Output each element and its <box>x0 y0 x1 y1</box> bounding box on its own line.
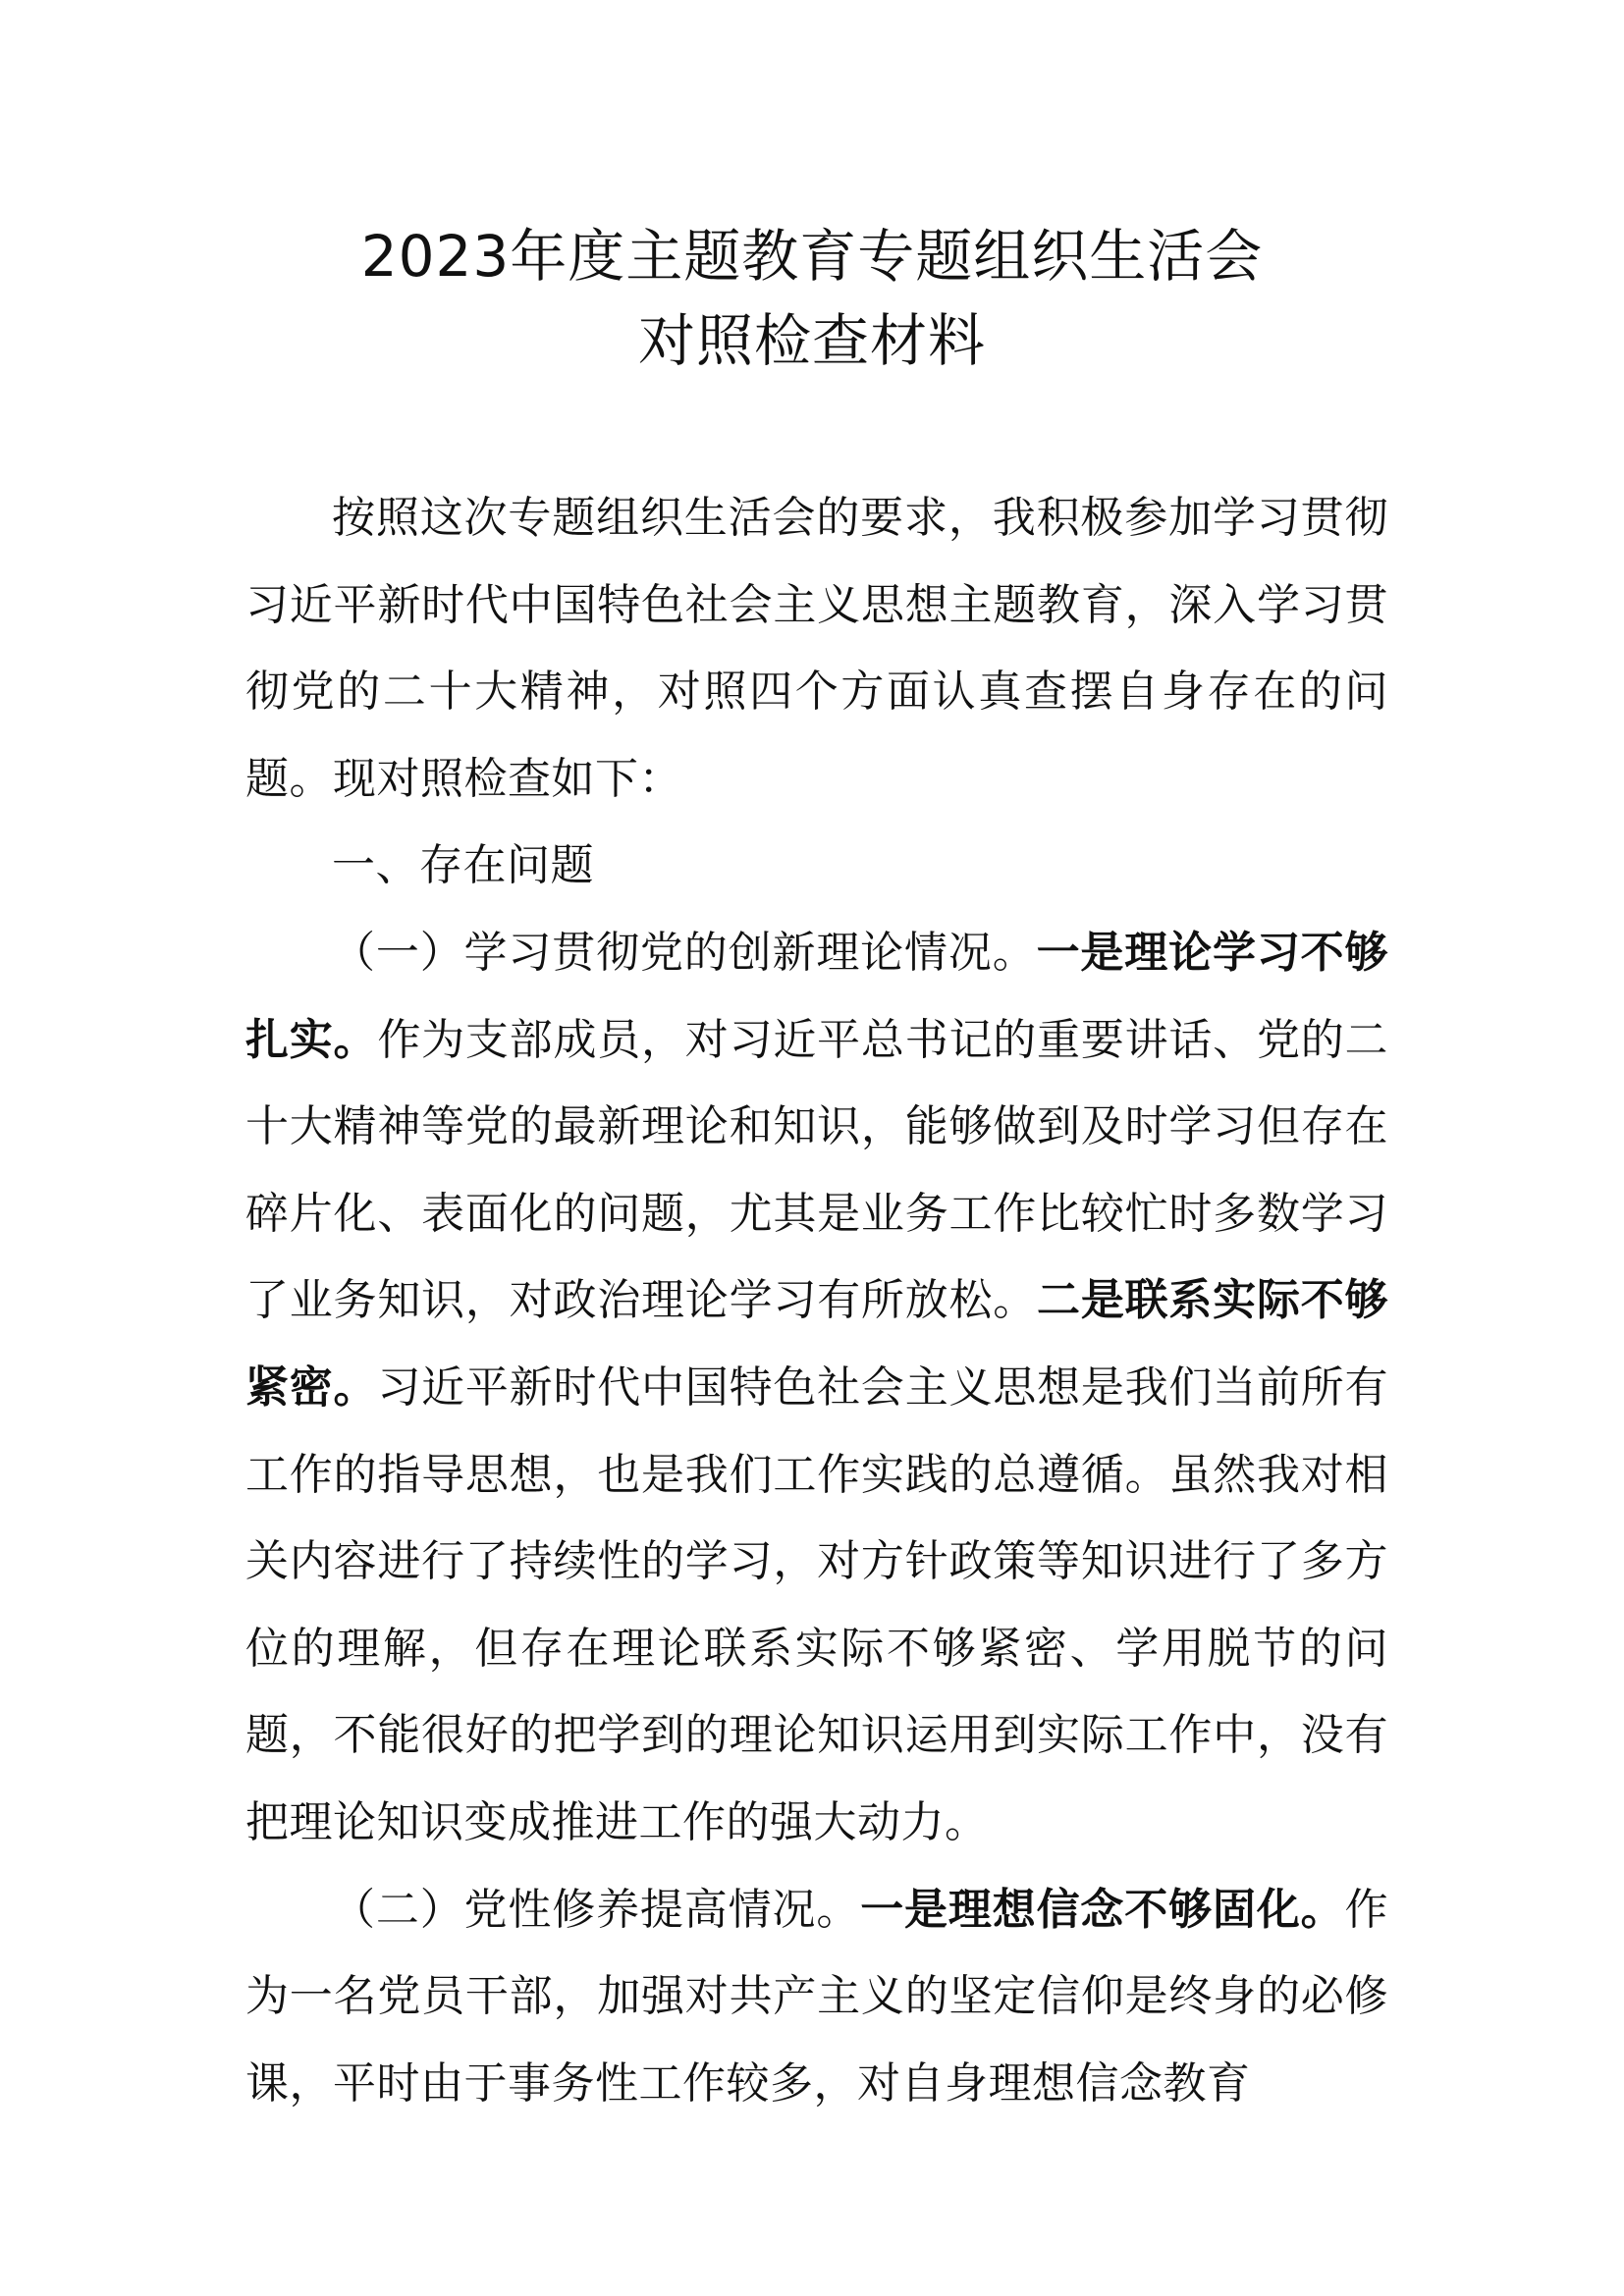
paragraph-text: 习近平新时代中国特色社会主义思想是我们当前所有工作的指导思想，也是我们工作实践的总遵循。虽然我对相关内容进行了持续性的学习，对方针政策等知识进行了多方位的理解，但存在理论联系实际不够紧密、学用脱节的问题，不能很好的把学到的理论知识运用到实际工作中，没有把理论知识变成推进工作的强大动力。 <box>245 1362 1389 1847</box>
paragraph-lead: （二）党性修养提高情况。 <box>332 1884 861 1935</box>
paragraph-text: 作为一名党员干部，加强对共产主义的坚定信仰是终身的必修课，平时由于事务性工作较多，对自身理想信念教育 <box>245 1884 1389 2109</box>
bold-point-1: 一是理论学习不够扎实。 <box>245 927 1389 1065</box>
bold-point-1: 一是理想信念不够固化。 <box>860 1884 1345 1935</box>
paragraph-lead: （一）学习贯彻党的创新理论情况。 <box>332 927 1037 978</box>
paragraph-text: 作为支部成员，对习近平总书记的重要讲话、党的二十大精神等党的最新理论和知识，能够做到及时学习但存在碎片化、表面化的问题，尤其是业务工作比较忙时多数学习了业务知识，对政治理论学习有所放松。 <box>245 1014 1389 1326</box>
section-heading-problems: 一、存在问题 <box>332 840 594 891</box>
paragraph-theory-study <box>245 910 1388 1867</box>
bold-point-2: 二是联系实际不够紧密。 <box>245 1275 1389 1413</box>
paragraph-party-spirit <box>245 1867 1388 2128</box>
document-body <box>245 475 1388 2127</box>
document-title <box>0 214 1624 383</box>
title-line-1: 2023年度主题教育专题组织生活会 <box>360 223 1264 290</box>
intro-paragraph: 按照这次专题组织生活会的要求，我积极参加学习贯彻习近平新时代中国特色社会主义思想主题教育，深入学习贯彻党的二十大精神，对照四个方面认真查摆自身存在的问题。现对照检查如下： <box>245 493 1388 804</box>
title-line-2: 对照检查材料 <box>637 307 986 374</box>
